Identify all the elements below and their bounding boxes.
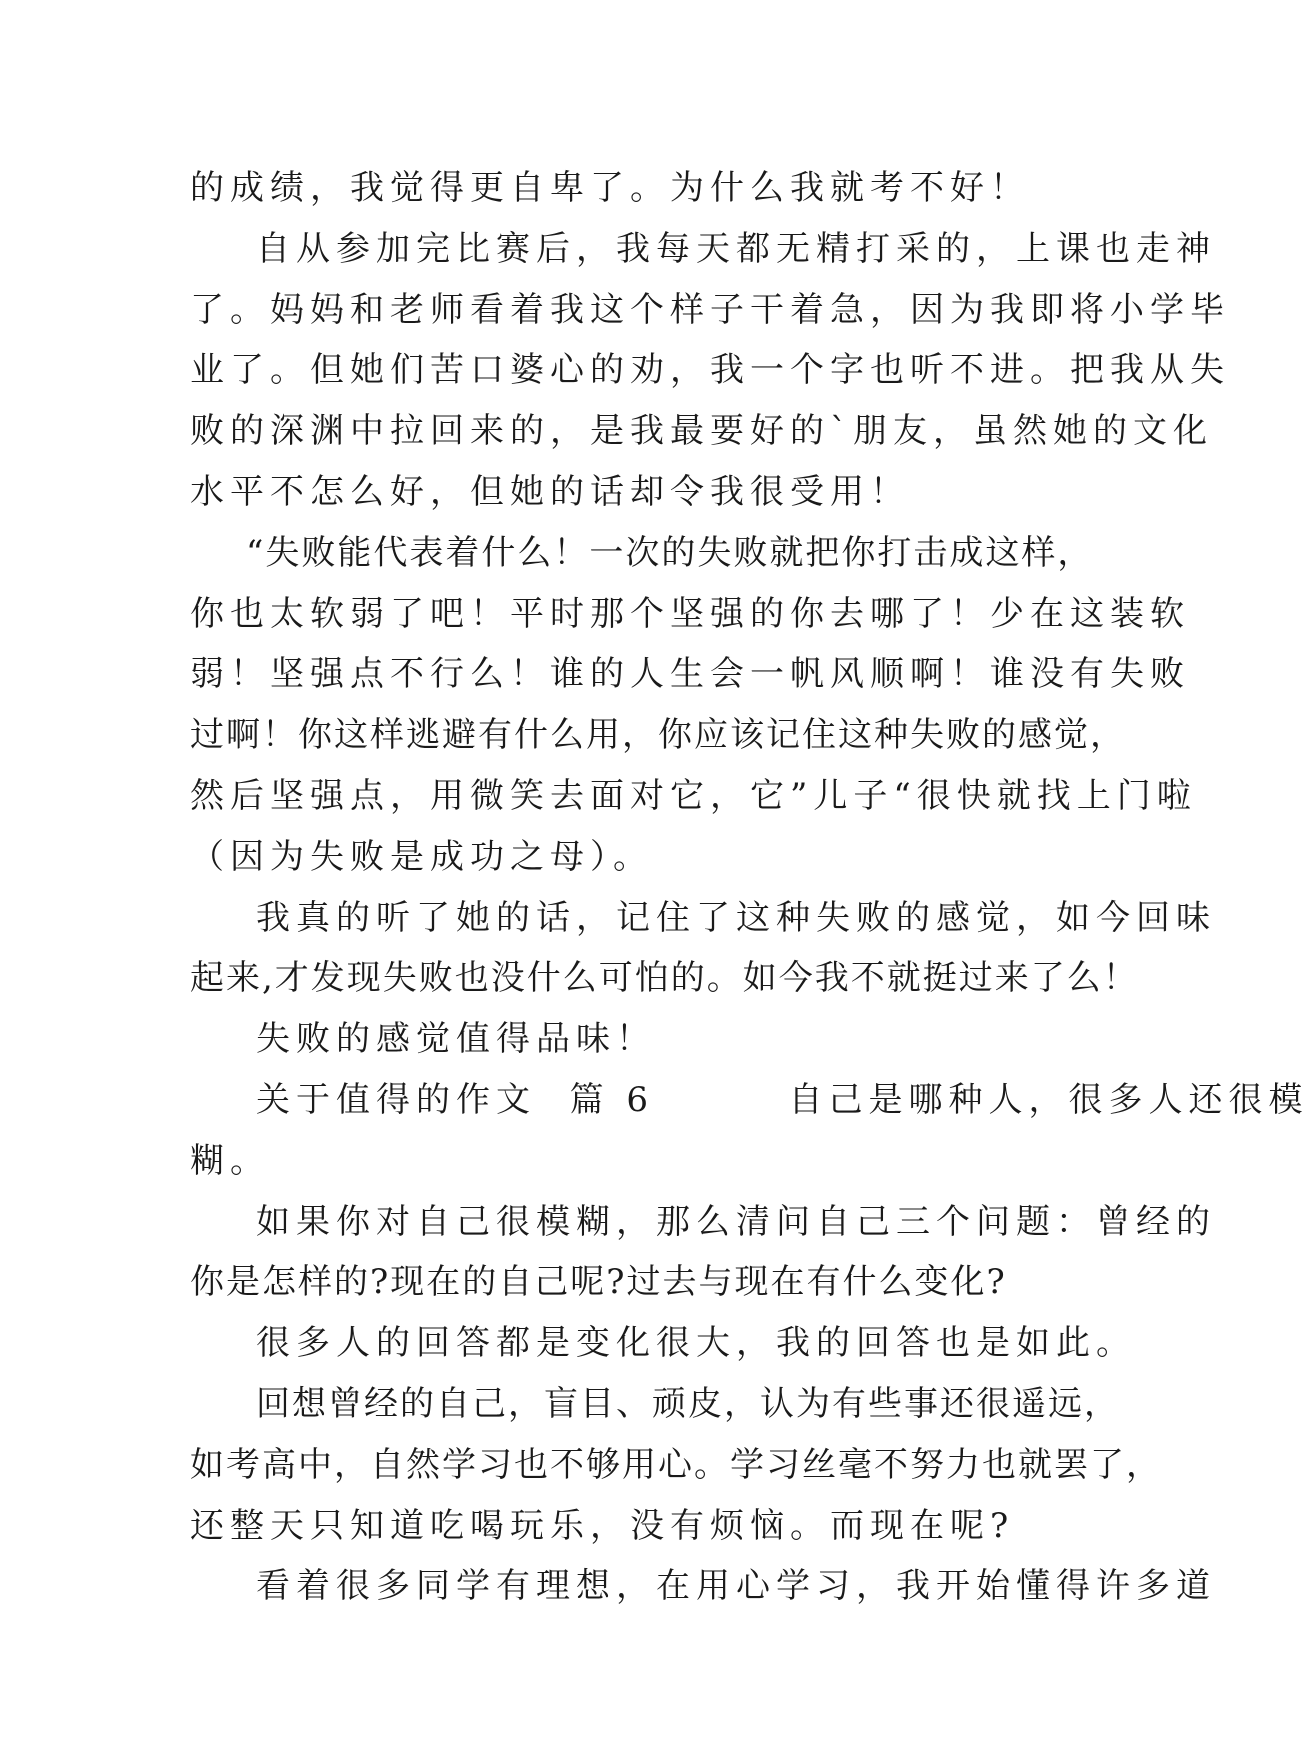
text-line: 如果你对自己很模糊，那么清问自己三个问题：曾经的 [256, 1201, 1216, 1242]
text-line: 我真的听了她的话，记住了这种失败的感觉，如今回味 [256, 897, 1216, 938]
text-line: 很多人的回答都是变化很大，我的回答也是如此。 [256, 1323, 1136, 1364]
text-line: 还整天只知道吃喝玩乐，没有烦恼。而现在呢? [190, 1505, 1015, 1546]
text-line: 起来,才发现失败也没什么可怕的。如今我不就挺过来了么！ [190, 958, 1139, 999]
text-line: （因为失败是成功之母）。 [190, 836, 653, 877]
text-line: 业了。但她们苦口婆心的劝，我一个字也听不进。把我从失 [190, 350, 1230, 391]
text-line: 糊。 [190, 1140, 270, 1181]
text-line: 败的深渊中拉回来的，是我最要好的`朋友，虽然她的文化 [190, 411, 1213, 452]
text-line: 水平不怎么好，但她的话却令我很受用！ [190, 471, 910, 512]
text-line: 你也太软弱了吧！平时那个坚强的你去哪了！少在这装软 [190, 593, 1190, 634]
text-line: 如考高中，自然学习也不够用心。学习丝毫不努力也就罢了， [190, 1444, 1162, 1485]
section-heading-line: 关于值得的作文 篇 6 自己是哪种人，很多人还很模 [256, 1079, 1309, 1120]
text-line: 弱！坚强点不行么！谁的人生会一帆风顺啊！谁没有失败 [190, 654, 1190, 695]
essay-body [190, 158, 1309, 1617]
text-line: 你是怎样的?现在的自己呢?过去与现在有什么变化? [190, 1262, 1007, 1303]
text-line: 了。妈妈和老师看着我这个样子干着急，因为我即将小学毕 [190, 289, 1230, 330]
text-line: 过啊！你这样逃避有什么用，你应该记住这种失败的感觉， [190, 715, 1126, 756]
text-line: 的成绩，我觉得更自卑了。为什么我就考不好！ [190, 168, 1030, 208]
text-line: 看着很多同学有理想，在用心学习，我开始懂得许多道 [256, 1566, 1216, 1607]
text-line: 然后坚强点，用微笑去面对它，它”儿子“很快就找上门啦 [190, 775, 1197, 816]
text-line: “失败能代表着什么！一次的失败就把你打击成这样， [246, 532, 1094, 573]
text-line: 自从参加完比赛后，我每天都无精打采的，上课也走神 [256, 228, 1216, 269]
text-line: 回想曾经的自己，盲目、顽皮，认为有些事还很遥远， [256, 1383, 1120, 1424]
text-line: 失败的感觉值得品味！ [256, 1019, 656, 1060]
